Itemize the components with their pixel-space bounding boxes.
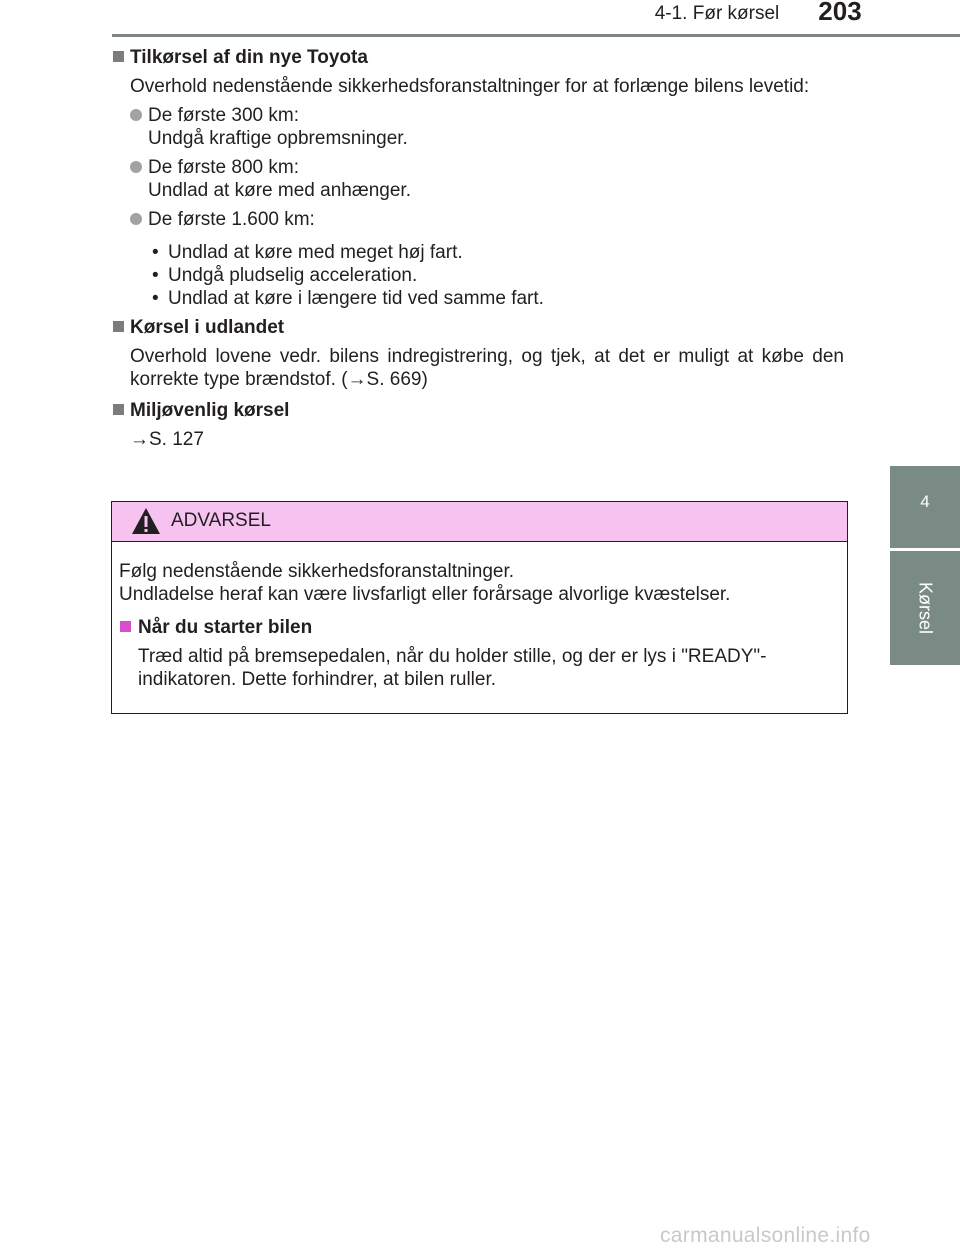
page-number: 203 bbox=[818, 0, 862, 26]
chapter-tab-text: Kørsel bbox=[915, 581, 936, 635]
bullet-title: De første 1.600 km: bbox=[148, 209, 315, 230]
dot-marker-icon: • bbox=[152, 288, 159, 309]
square-bullet-icon bbox=[113, 51, 124, 62]
bullet-300km bbox=[112, 104, 844, 150]
section-heading-abroad bbox=[112, 316, 844, 339]
warning-header bbox=[112, 502, 847, 542]
warning-body bbox=[112, 542, 847, 691]
heading-text: Miljøvenlig kørsel bbox=[130, 400, 290, 421]
bullet-text: Undgå kraftige opbremsninger. bbox=[148, 128, 408, 149]
section-heading-break-in bbox=[112, 46, 844, 69]
bullet-1600km bbox=[112, 208, 844, 231]
square-bullet-icon bbox=[113, 404, 124, 415]
list-item: • Undlad at køre i længere tid ved samme fart. bbox=[152, 288, 544, 309]
warning-title: ADVARSEL bbox=[171, 510, 271, 531]
warning-line-1: Følg nedenstående sikkerhedsforanstaltninger. bbox=[119, 561, 515, 582]
warning-triangle-icon bbox=[131, 507, 161, 535]
warning-sub-heading bbox=[119, 616, 840, 639]
dot-marker-icon: • bbox=[152, 242, 159, 263]
break-in-intro: Overhold nedenstående sikkerhedsforanstaltninger for at forlænge bilens levetid: bbox=[130, 76, 810, 97]
circle-bullet-icon bbox=[130, 213, 142, 225]
sub-heading-text: Når du starter bilen bbox=[138, 617, 313, 638]
heading-text: Kørsel i udlandet bbox=[130, 317, 285, 338]
bullet-title: De første 300 km: bbox=[148, 105, 299, 126]
watermark: carmanualsonline.info bbox=[660, 1224, 871, 1247]
header-section-title: 4-1. Før kørsel bbox=[654, 3, 780, 24]
abroad-text: Overhold lovene vedr. bilens indregistrering, og tjek, at det er muligt at købe den korrekte type brændstof. (→S. 669) bbox=[130, 346, 844, 390]
bullet-800km bbox=[112, 156, 844, 202]
eco-reference-link[interactable]: →S. 127 bbox=[130, 429, 204, 450]
list-item: • Undgå pludselig acceleration. bbox=[152, 265, 418, 286]
heading-text: Tilkørsel af din nye Toyota bbox=[130, 47, 368, 68]
chapter-tab-number: 4 bbox=[890, 466, 960, 548]
header-rule bbox=[112, 34, 960, 37]
warning-line-2: Undladelse heraf kan være livsfarligt eller forårsage alvorlige kvæstelser. bbox=[119, 584, 731, 605]
square-bullet-icon bbox=[120, 621, 131, 632]
section-heading-eco bbox=[112, 399, 844, 422]
warning-sub-text: Træd altid på bremsepedalen, når du holder stille, og der er lys i "READY"-indikatoren. Dette forhindrer, at bilen ruller. bbox=[138, 646, 767, 690]
list-item: • Undlad at køre med meget høj fart. bbox=[152, 242, 463, 263]
warning-box bbox=[111, 501, 848, 714]
sub-list-1600km bbox=[112, 241, 844, 310]
bullet-text: Undlad at køre med anhænger. bbox=[148, 180, 411, 201]
bullet-title: De første 800 km: bbox=[148, 157, 299, 178]
circle-bullet-icon bbox=[130, 161, 142, 173]
dot-marker-icon: • bbox=[152, 265, 159, 286]
main-content bbox=[112, 46, 844, 457]
chapter-tab-label bbox=[890, 551, 960, 665]
square-bullet-icon bbox=[113, 321, 124, 332]
circle-bullet-icon bbox=[130, 109, 142, 121]
